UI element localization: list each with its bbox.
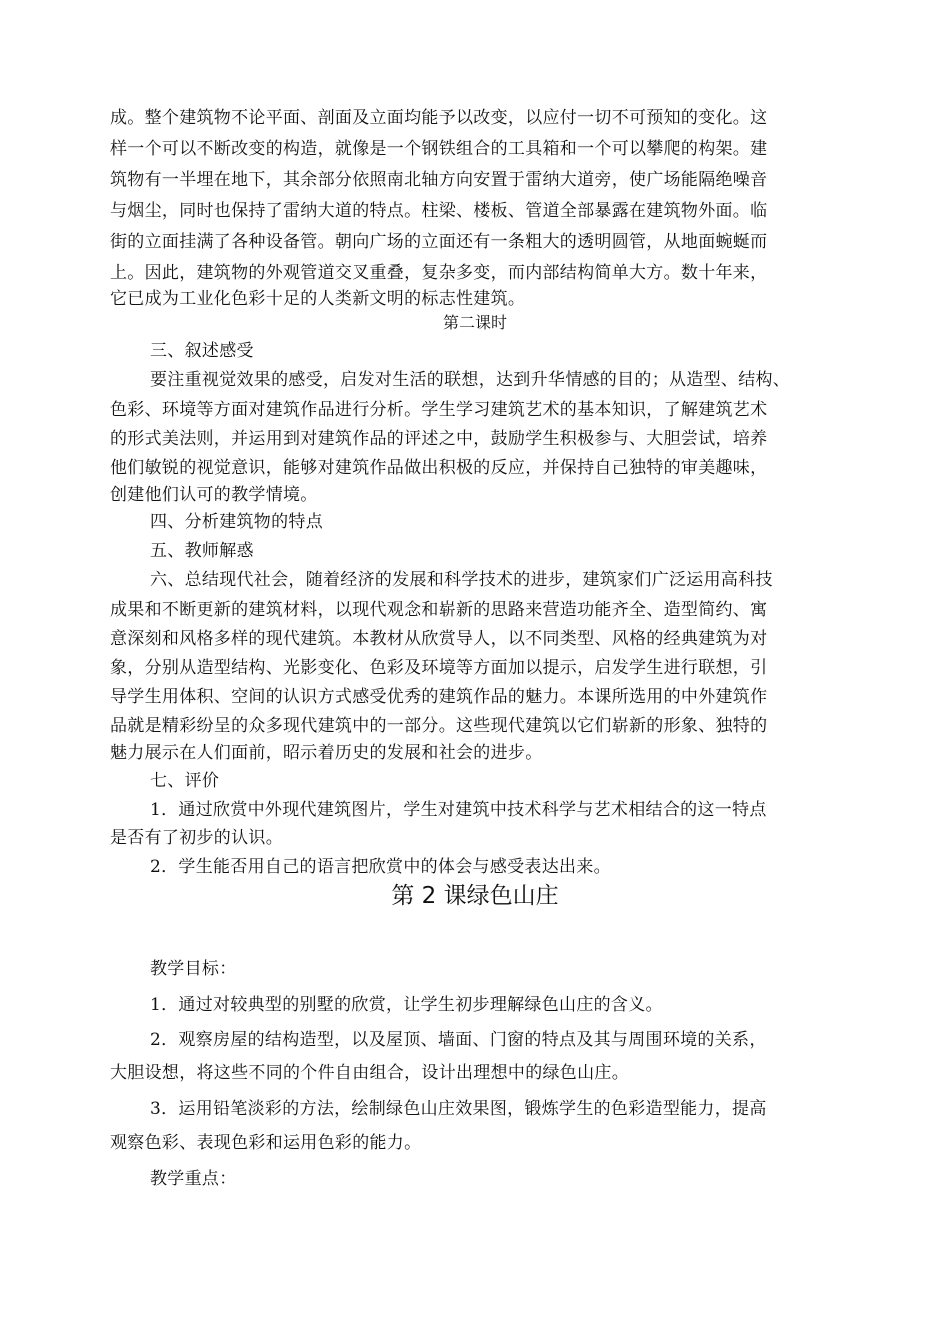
goal-item: 观察色彩、表现色彩和运用色彩的能力。 xyxy=(110,1133,422,1153)
intro-line: 上。因此，建筑物的外观管道交叉重叠，复杂多变，而内部结构简单大方。数十年来， xyxy=(110,263,768,283)
paragraph-line: 创建他们认可的教学情境。 xyxy=(110,485,318,505)
paragraph-line: 导学生用体积、空间的认识方式感受优秀的建筑作品的魅力。本课所选用的中外建筑作 xyxy=(110,687,768,707)
intro-line: 街的立面挂满了各种设备管。朝向广场的立面还有一条粗大的透明圆管，从地面蜿蜒而 xyxy=(110,232,768,252)
paragraph-line: 六、总结现代社会，随着经济的发展和科学技术的进步，建筑家们广泛运用高科技 xyxy=(150,570,773,590)
section-heading: 教学目标： xyxy=(150,959,237,979)
goal-item: 3．运用铅笔淡彩的方法，绘制绿色山庄效果图，锻炼学生的色彩造型能力，提高 xyxy=(150,1099,767,1119)
session-title: 第二课时 xyxy=(442,313,507,332)
paragraph-line: 品就是精彩纷呈的众多现代建筑中的一部分。这些现代建筑以它们崭新的形象、独特的 xyxy=(110,716,768,736)
eval-item: 1．通过欣赏中外现代建筑图片，学生对建筑中技术科学与艺术相结合的这一特点 xyxy=(150,800,767,820)
section-heading: 教学重点： xyxy=(150,1169,237,1189)
section-heading: 三、叙述感受 xyxy=(150,341,254,361)
paragraph-line: 的形式美法则，并运用到对建筑作品的评述之中，鼓励学生积极参与、大胆尝试，培养 xyxy=(110,429,768,449)
goal-item: 大胆设想，将这些不同的个件自由组合，设计出理想中的绿色山庄。 xyxy=(110,1063,629,1083)
section-heading: 四、分析建筑物的特点 xyxy=(150,512,323,532)
paragraph-line: 要注重视觉效果的感受，启发对生活的联想，达到升华情感的目的；从造型、结构、 xyxy=(150,370,791,390)
goal-item: 1．通过对较典型的别墅的欣赏，让学生初步理解绿色山庄的含义。 xyxy=(150,995,663,1015)
lesson-title: 第 2 课绿色山庄 xyxy=(391,883,559,909)
paragraph-line: 他们敏锐的视觉意识，能够对建筑作品做出积极的反应，并保持自己独特的审美趣味， xyxy=(110,458,768,478)
eval-item: 是否有了初步的认识。 xyxy=(110,828,283,848)
intro-line: 与烟尘，同时也保持了雷纳大道的特点。柱梁、楼板、管道全部暴露在建筑物外面。临 xyxy=(110,201,768,221)
intro-line: 样一个可以不断改变的构造，就像是一个钢铁组合的工具箱和一个可以攀爬的构架。建 xyxy=(110,139,768,159)
paragraph-line: 意深刻和风格多样的现代建筑。本教材从欣赏导人，以不同类型、风格的经典建筑为对 xyxy=(110,629,768,649)
intro-line: 成。整个建筑物不论平面、剖面及立面均能予以改变，以应付一切不可预知的变化。这 xyxy=(110,108,768,128)
section-heading: 五、教师解惑 xyxy=(150,541,254,561)
eval-item: 2．学生能否用自己的语言把欣赏中的体会与感受表达出来。 xyxy=(150,857,611,877)
goal-item: 2．观察房屋的结构造型，以及屋顶、墙面、门窗的特点及其与周围环境的关系， xyxy=(150,1030,767,1050)
paragraph-line: 色彩、环境等方面对建筑作品进行分析。学生学习建筑艺术的基本知识，了解建筑艺术 xyxy=(110,400,768,420)
intro-line: 筑物有一半埋在地下，其余部分依照南北轴方向安置于雷纳大道旁，使广场能隔绝噪音 xyxy=(110,170,768,190)
paragraph-line: 成果和不断更新的建筑材料，以现代观念和崭新的思路来营造功能齐全、造型简约、寓 xyxy=(110,600,768,620)
intro-line: 它已成为工业化色彩十足的人类新文明的标志性建筑。 xyxy=(110,289,526,309)
section-heading: 七、评价 xyxy=(150,771,220,791)
paragraph-line: 象，分别从造型结构、光影变化、色彩及环境等方面加以提示，启发学生进行联想，引 xyxy=(110,658,768,678)
paragraph-line: 魅力展示在人们面前，昭示着历史的发展和社会的进步。 xyxy=(110,743,543,763)
